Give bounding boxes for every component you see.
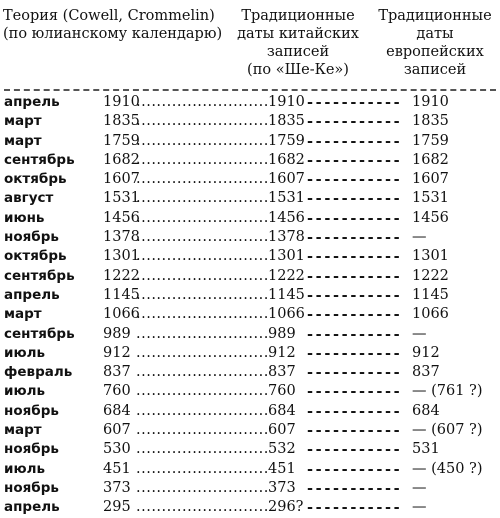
- european-year-cell: 1145: [412, 286, 449, 303]
- dot-leader: [136, 440, 268, 459]
- table-row: [0, 189, 500, 208]
- dot-leader: [136, 382, 268, 401]
- dot-leader: [136, 325, 268, 344]
- dot-leader: [136, 479, 268, 498]
- table-row: [0, 382, 500, 401]
- header-chinese-line: Традиционные: [241, 8, 355, 24]
- dash-leader: [307, 305, 403, 324]
- european-year-cell: 531: [412, 441, 440, 458]
- dash-leader: [307, 189, 403, 208]
- theory-year-cell: 1759: [103, 132, 140, 149]
- dot-leader: [136, 344, 268, 363]
- theory-year-cell: 1531: [103, 190, 140, 207]
- header-european-line: записей: [403, 62, 467, 78]
- chinese-year-cell: 1456: [268, 209, 305, 226]
- theory-year-cell: 1607: [103, 171, 140, 188]
- table-row: [0, 112, 500, 131]
- dash-leader: [307, 170, 403, 189]
- header-chinese-line: даты китайских: [237, 26, 359, 42]
- dash-leader: [307, 267, 403, 286]
- dot-leader: [136, 170, 268, 189]
- theory-year-cell: 1910: [103, 94, 140, 110]
- month-cell: март: [4, 306, 42, 323]
- header-european-line: Традиционные: [378, 8, 492, 24]
- european-year-cell: — (761 ?): [412, 383, 483, 400]
- dash-leader: [307, 344, 403, 363]
- european-year-cell: 1301: [412, 248, 449, 265]
- header-theory-line: (по юлианскому календарю): [3, 26, 223, 42]
- chinese-year-cell: 373: [268, 479, 296, 496]
- dot-leader: [136, 189, 268, 208]
- table-row: [0, 344, 500, 363]
- table-row: [0, 247, 500, 266]
- chinese-year-cell: 684: [268, 402, 296, 419]
- month-cell: июль: [4, 460, 46, 477]
- european-year-cell: 1607: [412, 171, 449, 188]
- header-theory: [3, 7, 222, 43]
- theory-year-cell: 1682: [103, 151, 140, 168]
- chinese-year-cell: 451: [268, 460, 296, 477]
- european-year-cell: —: [412, 229, 427, 246]
- table-body: [0, 93, 500, 518]
- table-row: [0, 325, 500, 344]
- european-year-cell: —: [412, 325, 427, 342]
- theory-year-cell: 295: [103, 499, 131, 516]
- european-year-cell: — (450 ?): [412, 460, 483, 477]
- theory-year-cell: 530: [103, 441, 131, 458]
- chinese-year-cell: 1835: [268, 113, 305, 130]
- month-cell: июль: [4, 383, 46, 400]
- dash-leader: [307, 112, 403, 131]
- theory-year-cell: 989: [103, 325, 131, 342]
- european-year-cell: 837: [412, 364, 440, 381]
- theory-year-cell: 607: [103, 422, 131, 439]
- month-cell: март: [4, 422, 42, 439]
- chinese-year-cell: 1222: [268, 267, 305, 284]
- theory-year-cell: 837: [103, 364, 131, 381]
- dash-leader: [307, 421, 403, 440]
- dash-leader: [307, 460, 403, 479]
- european-year-cell: —: [412, 479, 427, 496]
- theory-year-cell: 1456: [103, 209, 140, 226]
- dot-leader: [136, 267, 268, 286]
- dash-leader: [307, 228, 403, 247]
- theory-year-cell: 1066: [103, 306, 140, 323]
- dash-leader: [307, 363, 403, 382]
- chinese-year-cell: 1910: [268, 94, 305, 110]
- month-cell: ноябрь: [4, 479, 59, 496]
- chinese-year-cell: 1607: [268, 171, 305, 188]
- european-year-cell: 1835: [412, 113, 449, 130]
- european-year-cell: — (607 ?): [412, 422, 483, 439]
- header-divider: [4, 89, 496, 91]
- theory-year-cell: 912: [103, 344, 131, 361]
- theory-year-cell: 373: [103, 479, 131, 496]
- dot-leader: [136, 305, 268, 324]
- chinese-year-cell: 989: [268, 325, 296, 342]
- dash-leader: [307, 132, 403, 151]
- chinese-year-cell: 1066: [268, 306, 305, 323]
- theory-year-cell: 1301: [103, 248, 140, 265]
- table-row: [0, 170, 500, 189]
- month-cell: октябрь: [4, 248, 67, 265]
- dash-leader: [307, 93, 403, 112]
- european-year-cell: 1531: [412, 190, 449, 207]
- month-cell: апрель: [4, 94, 60, 110]
- table-row: [0, 267, 500, 286]
- dot-leader: [136, 460, 268, 479]
- chinese-year-cell: 607: [268, 422, 296, 439]
- dash-leader: [307, 440, 403, 459]
- dot-leader: [136, 209, 268, 228]
- table-row: [0, 286, 500, 305]
- dot-leader: [136, 132, 268, 151]
- month-cell: март: [4, 132, 42, 149]
- chinese-year-cell: 1301: [268, 248, 305, 265]
- month-cell: июль: [4, 344, 46, 361]
- dash-leader: [307, 402, 403, 421]
- dash-leader: [307, 247, 403, 266]
- dash-leader: [307, 151, 403, 170]
- theory-year-cell: 1222: [103, 267, 140, 284]
- header-european-line: даты: [416, 26, 454, 42]
- month-cell: февраль: [4, 364, 73, 381]
- dash-leader: [307, 286, 403, 305]
- theory-year-cell: 1835: [103, 113, 140, 130]
- table-header: [0, 0, 500, 92]
- header-chinese-line: (по «Ше-Ке»): [247, 62, 349, 78]
- month-cell: ноябрь: [4, 441, 59, 458]
- month-cell: апрель: [4, 286, 60, 303]
- month-cell: июнь: [4, 209, 45, 226]
- month-cell: ноябрь: [4, 402, 59, 419]
- dot-leader: [136, 112, 268, 131]
- table-row: [0, 363, 500, 382]
- table-row: [0, 460, 500, 479]
- month-cell: апрель: [4, 499, 60, 516]
- month-cell: сентябрь: [4, 325, 75, 342]
- table-row: [0, 479, 500, 498]
- dash-leader: [307, 325, 403, 344]
- chinese-year-cell: 1759: [268, 132, 305, 149]
- table-row: [0, 151, 500, 170]
- dot-leader: [136, 286, 268, 305]
- chinese-year-cell: 532: [268, 441, 296, 458]
- header-european-line: европейских: [386, 44, 484, 60]
- theory-year-cell: 1145: [103, 286, 140, 303]
- theory-year-cell: 1378: [103, 229, 140, 246]
- european-year-cell: 684: [412, 402, 440, 419]
- dot-leader: [136, 93, 268, 112]
- table-row: [0, 228, 500, 247]
- european-year-cell: 1222: [412, 267, 449, 284]
- dash-leader: [307, 209, 403, 228]
- month-cell: сентябрь: [4, 151, 75, 168]
- dot-leader: [136, 363, 268, 382]
- european-year-cell: 1682: [412, 151, 449, 168]
- month-cell: март: [4, 113, 42, 130]
- chinese-year-cell: 1682: [268, 151, 305, 168]
- table-row: [0, 421, 500, 440]
- dash-leader: [307, 382, 403, 401]
- dot-leader: [136, 247, 268, 266]
- month-cell: ноябрь: [4, 229, 59, 246]
- table-row: [0, 305, 500, 324]
- chinese-year-cell: 912: [268, 344, 296, 361]
- header-european: [372, 7, 498, 79]
- chinese-year-cell: 296?: [268, 499, 304, 516]
- dot-leader: [136, 402, 268, 421]
- european-year-cell: 912: [412, 344, 440, 361]
- table-row: [0, 209, 500, 228]
- table-row: [0, 132, 500, 151]
- header-theory-line: Теория (Cowell, Crommelin): [3, 8, 215, 24]
- header-chinese-line: записей: [266, 44, 330, 60]
- table-row: [0, 440, 500, 459]
- european-year-cell: —: [412, 499, 427, 516]
- dot-leader: [136, 421, 268, 440]
- table-row: [0, 93, 500, 112]
- theory-year-cell: 451: [103, 460, 131, 477]
- dash-leader: [307, 479, 403, 498]
- month-cell: август: [4, 190, 54, 207]
- european-year-cell: 1066: [412, 306, 449, 323]
- european-year-cell: 1910: [412, 94, 449, 110]
- chinese-year-cell: 1145: [268, 286, 305, 303]
- chinese-year-cell: 837: [268, 364, 296, 381]
- theory-year-cell: 760: [103, 383, 131, 400]
- dot-leader: [136, 151, 268, 170]
- european-year-cell: 1759: [412, 132, 449, 149]
- dot-leader: [136, 228, 268, 247]
- chinese-year-cell: 1378: [268, 229, 305, 246]
- european-year-cell: 1456: [412, 209, 449, 226]
- theory-year-cell: 684: [103, 402, 131, 419]
- chinese-year-cell: 1531: [268, 190, 305, 207]
- month-cell: октябрь: [4, 171, 67, 188]
- month-cell: сентябрь: [4, 267, 75, 284]
- chinese-year-cell: 760: [268, 383, 296, 400]
- header-chinese: [228, 7, 368, 79]
- table-row: [0, 402, 500, 421]
